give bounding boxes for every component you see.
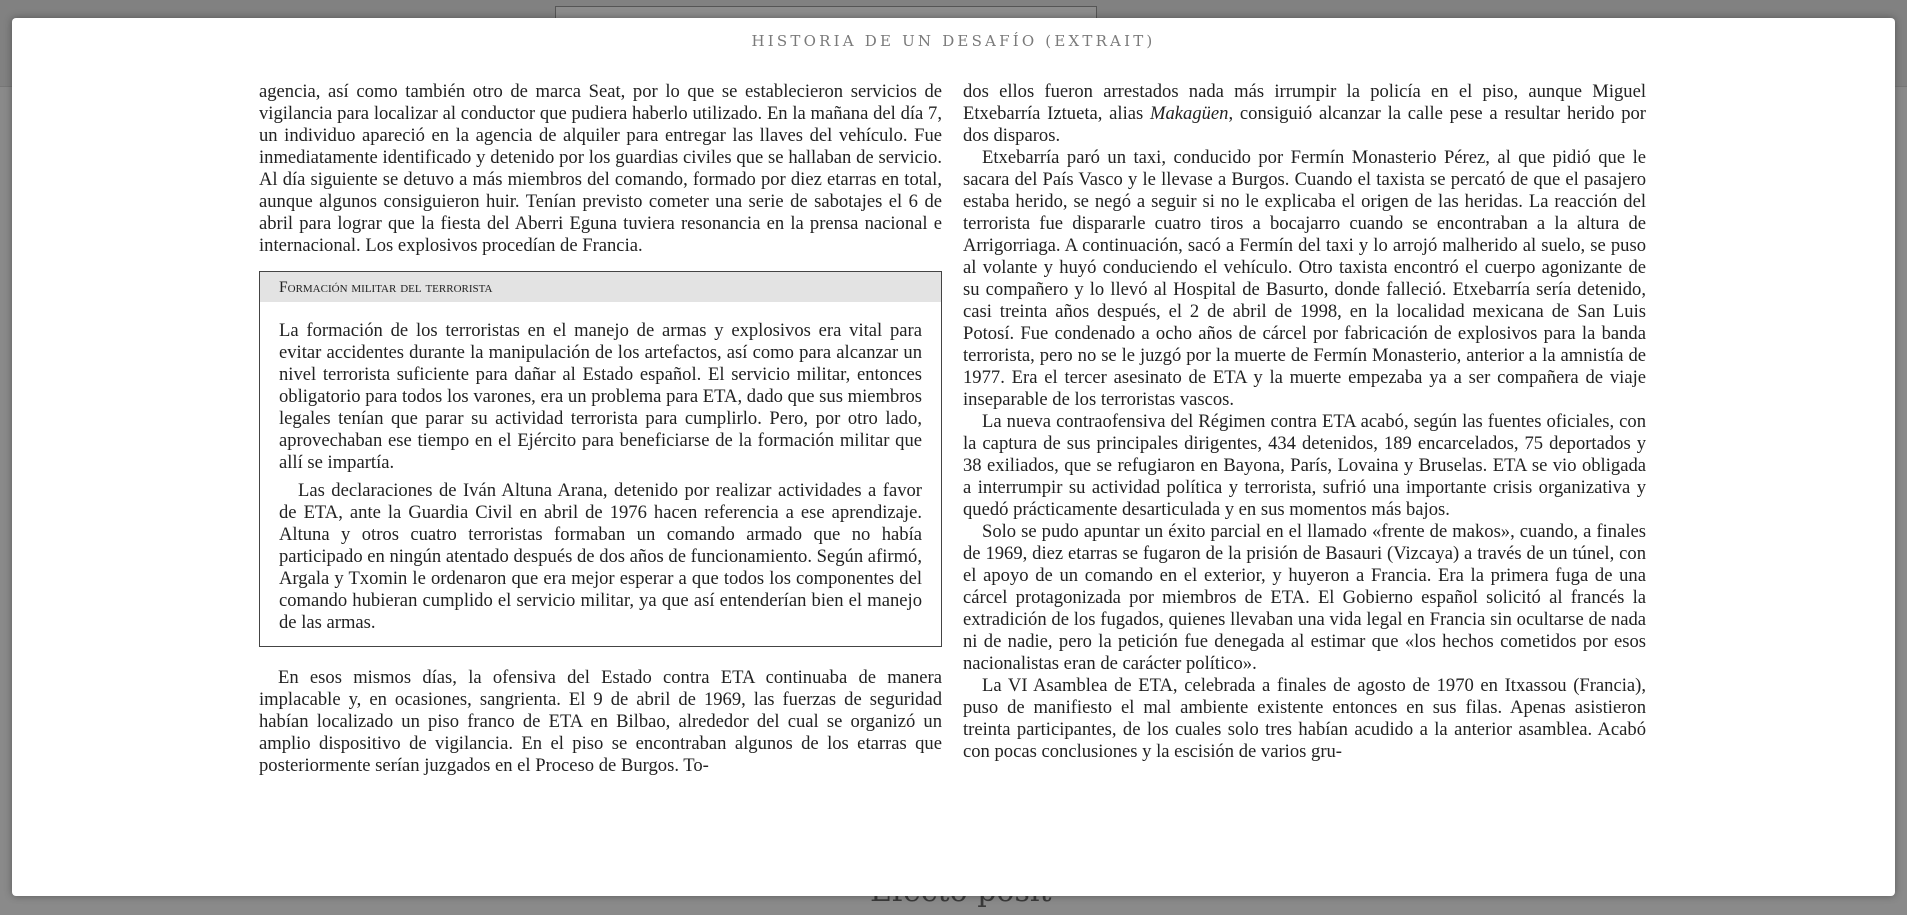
alias-italic: Makagüen: [1150, 103, 1229, 124]
right-column: [963, 81, 1646, 763]
sidebar-heading: Formación militar del terrorista: [260, 272, 941, 302]
sidebar-paragraph-2: Las declaraciones de Iván Altuna Arana, detenido por realizar actividades a favor de ETA, ante la Guardia Civil en abril de 1976 hacen referencia a ese aprendizaje. Altuna y otros cuatro terroristas formaban un comando armado que no había participado en ningún atentado después de dos años de funcionamiento. Según afirmó, Argala y Txomin le ordenaron que era mejor esperar a que todos los componentes del comando hubieran cumplido el servicio militar, ya que así entenderían bien el manejo de las armas.: [279, 480, 922, 633]
right-paragraph-5: La VI Asamblea de ETA, celebrada a finales de agosto de 1970 en Itxassou (Francia), puso de manifiesto el mal ambiente existente entonces en sus filas. Apenas asistieron treinta participantes, de los cuales solo tres habían acudido a la anterior asamblea. Acabó con pocas conclusiones y la escisión de varios gru-: [963, 675, 1646, 762]
modal-title: HISTORIA DE UN DESAFÍO (EXTRAIT): [751, 32, 1156, 50]
right-paragraph-1-text-a: dos ellos fueron arrestados nada más irrumpir la policía en el piso, aunque Miguel Etxebarría Iztueta, alias: [963, 81, 1646, 124]
right-paragraph-4: Solo se pudo apuntar un éxito parcial en el llamado «frente de makos», cuando, a finales de 1969, diez etarras se fugaron de la prisión de Basauri (Vizcaya) a través de un túnel, con el apoyo de un comando en el exterior, y huyeron a Francia. Era la primera fuga de una cárcel protagonizada por miembros de ETA. El Gobierno español solicitó al francés la extradición de los fugados, quienes llevaban una vida legal en Francia sin ocultarse de nada ni de nadie, pero la petición fue denegada al estimar que «los hechos cometidos por esos nacionalistas eran de carácter político».: [963, 521, 1646, 674]
right-paragraph-3: La nueva contraofensiva del Régimen contra ETA acabó, según las fuentes oficiales, con la captura de sus principales dirigentes, 434 detenidos, 189 encarcelados, 75 deportados y 38 exiliados, que se refugiaron en Bayona, París, Lovaina y Bruselas. ETA se vio obligada a interrumpir su actividad política y terrorista, sufrió una importante crisis organizativa y quedó prácticamente desarticulada y en sus momentos más bajos.: [963, 411, 1646, 520]
excerpt-modal: [12, 18, 1895, 896]
sidebar-paragraph-1: La formación de los terroristas en el manejo de armas y explosivos era vital para evitar accidentes durante la manipulación de los artefactos, así como para alcanzar un nivel terrorista suficiente para dañar al Estado español. El servicio militar, entonces obligatorio para todos los varones, era un problema para ETA, dado que sus miembros legales tenían que parar su actividad terrorista para cumplirlo. Pero, por otro lado, aprovechaban ese tiempo en el Ejército para beneficiarse de la formación militar que allí se impartía.: [279, 320, 922, 473]
sidebar-box: [259, 271, 942, 647]
right-paragraph-1: [963, 81, 1646, 147]
right-paragraph-1-text-b: , consiguió alcanzar la calle pese a resultar herido por dos disparos.: [963, 103, 1646, 146]
right-paragraph-2: Etxebarría paró un taxi, conducido por Fermín Monasterio Pérez, al que pidió que le sacara del País Vasco y le llevase a Burgos. Cuando el taxista se percató de que el pasajero estaba herido, se negó a seguir si no le explicaba el origen de las heridas. La reacción del terrorista fue dispararle cuatro tiros a bocajarro cuando se encontraban a la altura de Arrigorriaga. A continuación, sacó a Fermín del taxi y lo arrojó malherido al suelo, se puso al volante y huyó conduciendo el vehículo. Otro taxista encontró el cuerpo agonizante de su compañero y lo llevó al Hospital de Basurto, donde falleció. Etxebarría sería detenido, casi treinta años después, el 2 de abril de 1998, en la localidad mexicana de San Luis Potosí. Fue condenado a ocho años de cárcel por fabricación de explosivos para la banda terrorista, pero no se le juzgó por la muerte de Fermín Monasterio, anterior a la amnistía de 1977. Era el tercer asesinato de ETA y la muerte empezaba ya a ser compañera de viaje inseparable de los terroristas vascos.: [963, 147, 1646, 410]
sidebar-body: [260, 302, 941, 646]
left-paragraph-2: En esos mismos días, la ofensiva del Estado contra ETA continuaba de manera implacable y, en ocasiones, sangrienta. El 9 de abril de 1969, las fuerzas de seguridad habían localizado un piso franco de ETA en Bilbao, alrededor del cual se organizó un amplio dispositivo de vigilancia. En el piso se encontraban algunos de los etarras que posteriormente serían juzgados en el Proceso de Burgos. To-: [259, 667, 942, 776]
left-paragraph-1: agencia, así como también otro de marca Seat, por lo que se establecieron servicios de vigilancia para localizar al conductor que pudiera haberlo utilizado. En la mañana del día 7, un individuo apareció en la agencia de alquiler para entregar las llaves del vehículo. Fue inmediatamente identificado y detenido por los guardias civiles que se hallaban de servicio. Al día siguiente se detuvo a más miembros del comando, formado por diez etarras en total, aunque algunos consiguieron huir. Tenían previsto cometer una serie de sabotajes el 6 de abril para lograr que la fiesta del Aberri Eguna tuviera resonancia en la prensa nacional e internacional. Los explosivos procedían de Francia.: [259, 81, 942, 256]
left-column: [259, 81, 942, 777]
